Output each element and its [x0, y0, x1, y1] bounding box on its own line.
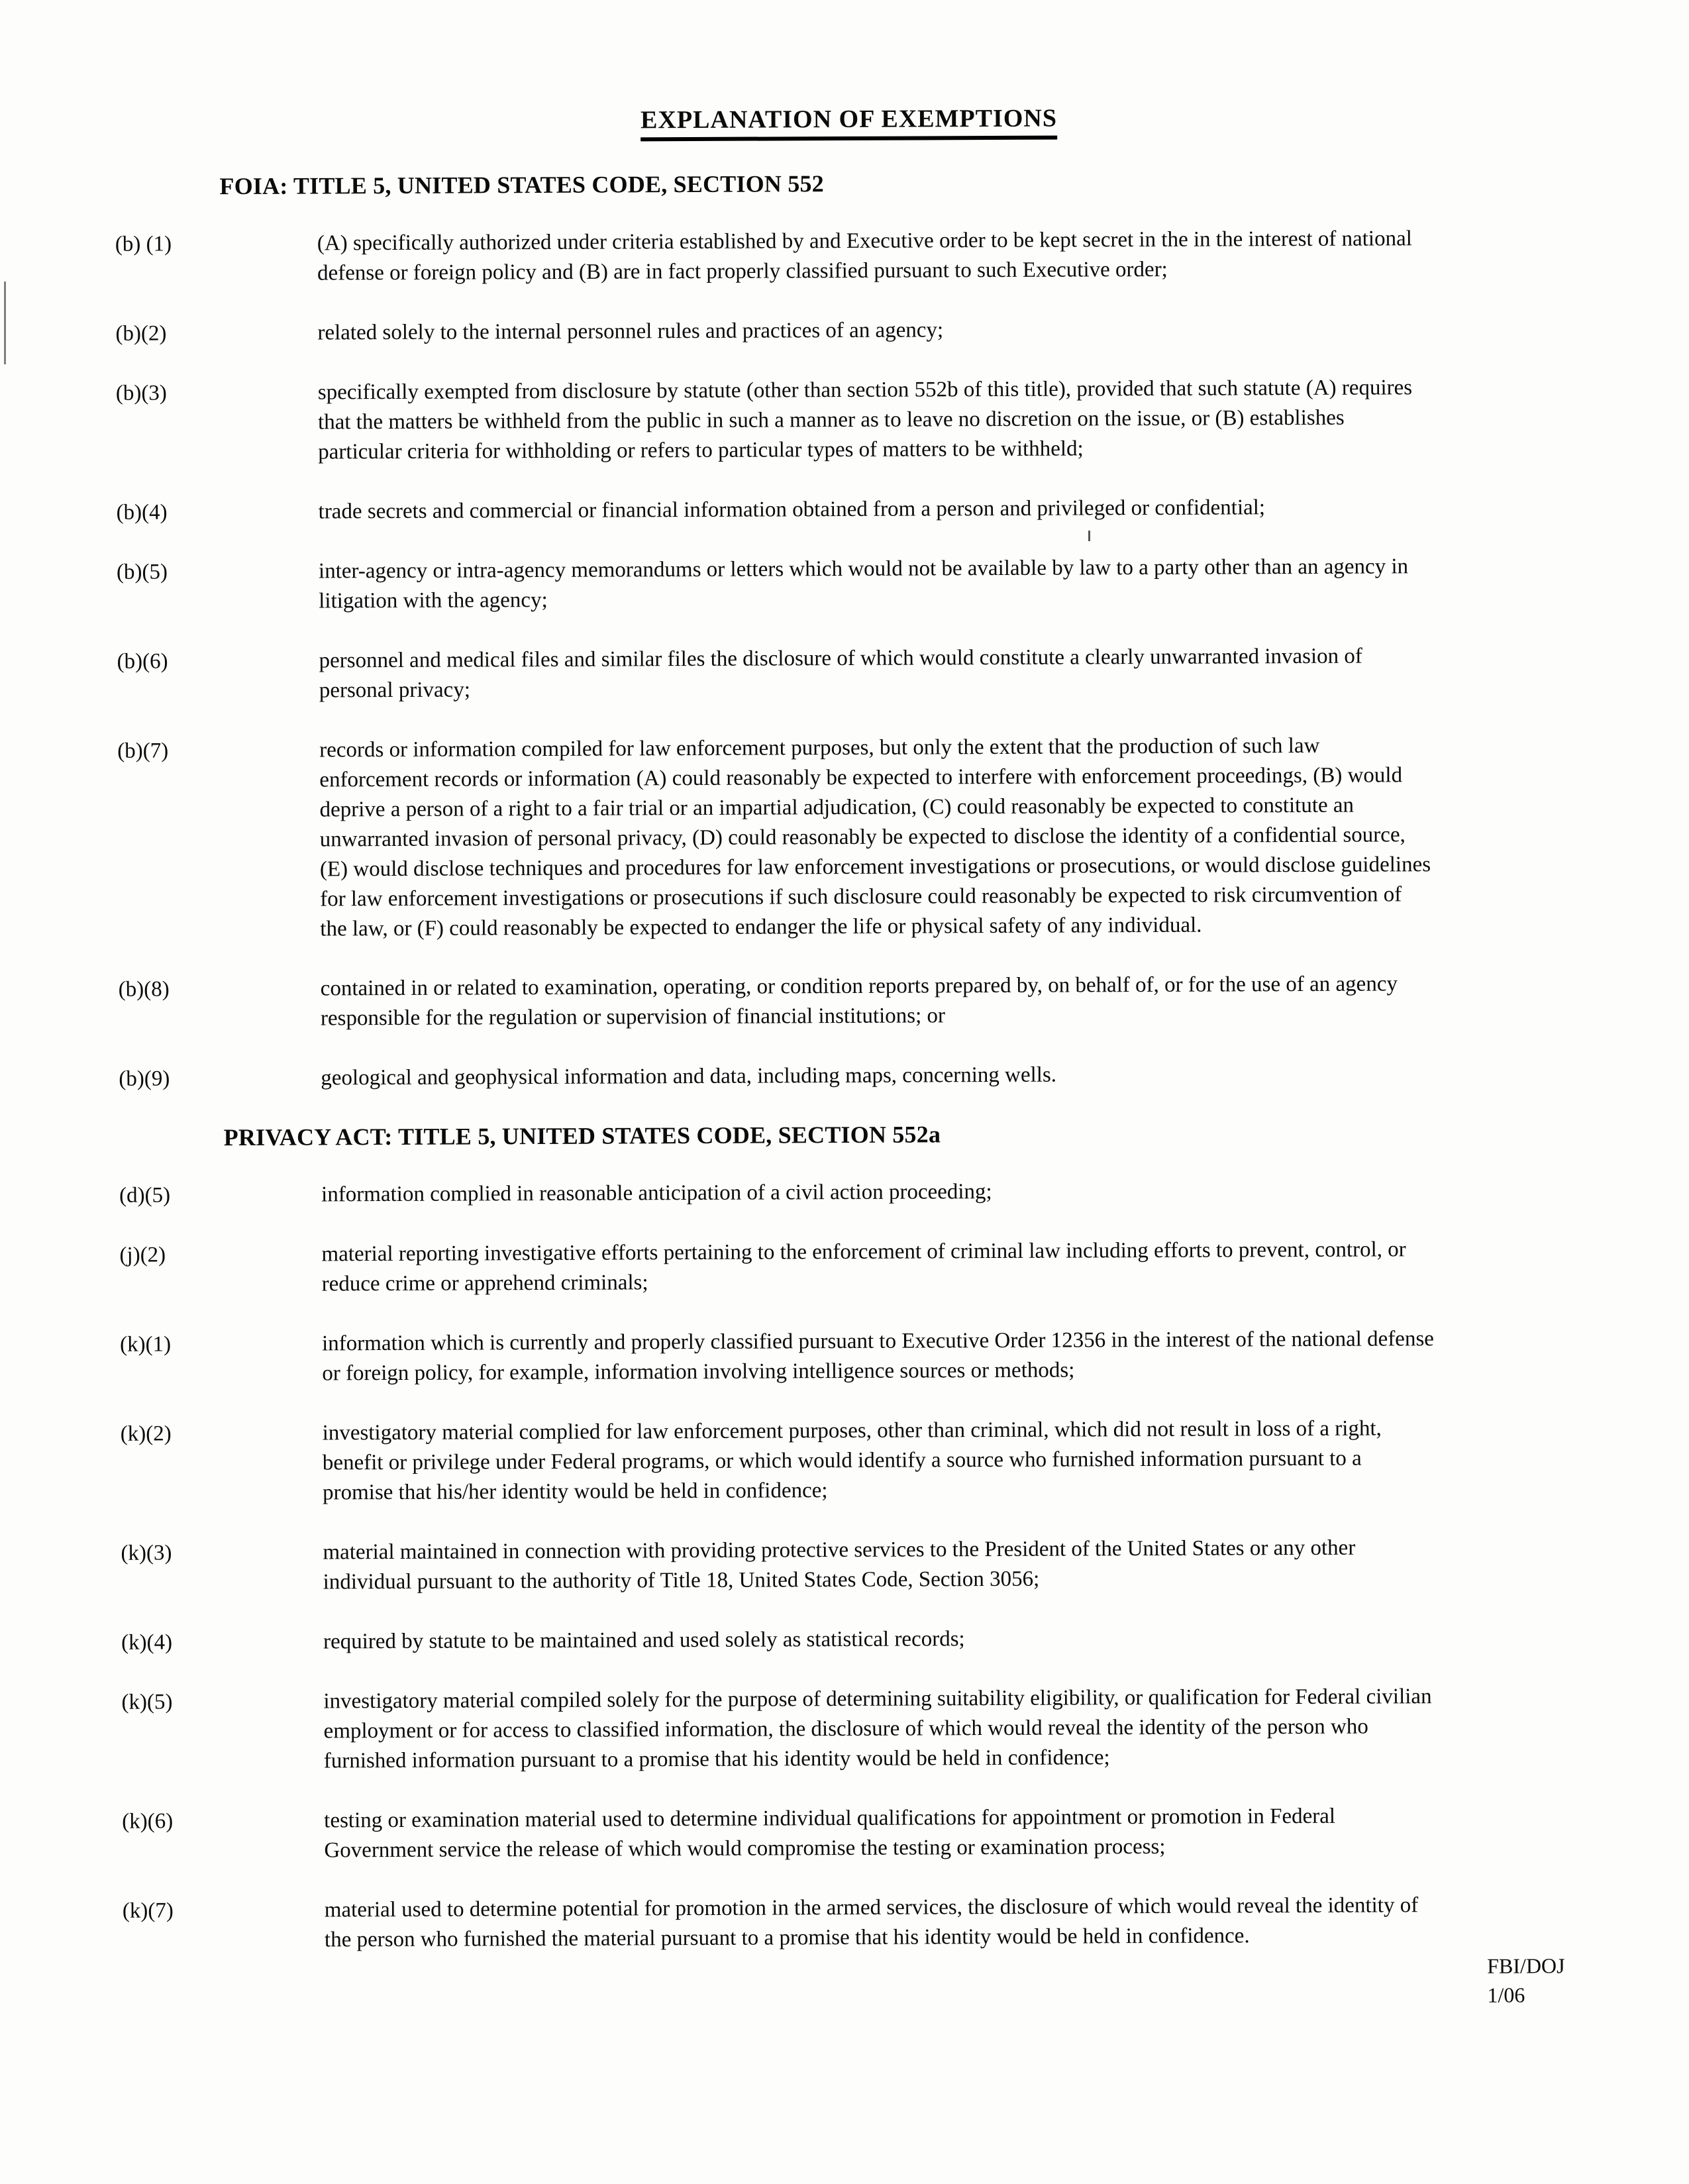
page-title: EXPLANATION OF EXEMPTIONS — [640, 104, 1057, 142]
exemption-text: trade secrets and commercial or financial information obtained from a person and privileged or confidential; — [318, 495, 1266, 524]
exemption-text: material used to determine potential for promotion in the armed services, the disclosure of which would reveal the identity of the person who furnished the material pursuant to a promise that his identity would be held in confidence. — [324, 1893, 1419, 1952]
exemption-row-j2 — [119, 1234, 1604, 1300]
title-wrap — [115, 101, 1583, 144]
exemption-code: (k)(4) — [121, 1630, 173, 1655]
exemption-text: specifically exempted from disclosure by statute (other than section 552b of this title), provided that such statute (A) requires that the matters be withheld from the public in such a manner as to leave no discretion on the issue, or (B) establishes particular criteria for withholding or refers to particular types of matters to be withheld; — [317, 376, 1413, 464]
footer-form-id — [1487, 1951, 1565, 2010]
exemption-code: (k)(2) — [120, 1422, 172, 1446]
exemption-text: geological and geophysical information and data, including maps, concerning wells. — [321, 1063, 1057, 1090]
exemption-row-k7 — [123, 1890, 1608, 1956]
exemption-code: (k)(5) — [121, 1690, 173, 1714]
exemption-row-k6 — [122, 1800, 1607, 1867]
exemption-row-b4 — [117, 492, 1602, 528]
exemption-row-k4 — [121, 1622, 1606, 1658]
exemption-text: material reporting investigative efforts pertaining to the enforcement of criminal law including efforts to prevent, control, or reduce crime or apprehend criminals; — [321, 1237, 1406, 1296]
exemption-row-b3 — [116, 372, 1602, 468]
exemption-row-k3 — [121, 1532, 1606, 1598]
exemption-code: (k)(3) — [121, 1541, 172, 1565]
exemption-row-k5 — [121, 1681, 1607, 1777]
exemption-text: contained in or related to examination, operating, or condition reports prepared by, on behalf of, or for the use of an agency responsible for the regulation or supervision of financial institutions; or — [320, 972, 1398, 1031]
exemption-text: personnel and medical files and similar files the disclosure of which would constitute a clearly unwarranted invasion of personal privacy; — [319, 644, 1362, 703]
footer-date: 1/06 — [1487, 1983, 1525, 2007]
exemption-text: inter-agency or intra-agency memorandums or letters which would not be available by law to a party other than an agency in litigation with the agency; — [318, 554, 1409, 613]
exemption-code: (b)(4) — [116, 500, 168, 525]
exemption-row-b2 — [115, 313, 1600, 349]
footer-agency: FBI/DOJ — [1487, 1953, 1565, 1978]
exemption-text: related solely to the internal personnel rules and practices of an agency; — [317, 318, 944, 345]
exemption-code: (d)(5) — [119, 1183, 171, 1208]
exemption-row-b1 — [115, 223, 1600, 289]
exemption-row-b9 — [119, 1058, 1604, 1094]
exemption-text: records or information compiled for law enforcement purposes, but only the extent that the production of such law enforcement records or information (A) could reasonably be expected to interfere with enforcement proceedings, (B) would deprive a person of a right to a fair trial or an impartial adjudication, (C) could reasonably be expected to constitute an unwarranted invasion of personal privacy, (D) could reasonably be expected to disclose the identity of a confidential source, (E) would disclose techniques and procedures for law enforcement investigations or prosecutions, or would disclose guidelines for law enforcement investigations or prosecutions if such disclosure could reasonably be expected to risk circumvention of the law, or (F) could reasonably be expected to endanger the life or physical safety of any individual. — [319, 733, 1431, 941]
section-heading-foia: FOIA: TITLE 5, UNITED STATES CODE, SECTION 552 — [219, 170, 824, 200]
exemption-row-d5 — [119, 1174, 1604, 1211]
exemption-row-b5 — [117, 551, 1602, 617]
exemption-text: required by statute to be maintained and used solely as statistical records; — [323, 1627, 965, 1654]
exemption-text: (A) specifically authorized under criteria established by and Executive order to be kept secret in the in the interest of national defense or foreign policy and (B) are in fact properly classified pursuant to such Executive order; — [317, 227, 1412, 286]
exemption-text: material maintained in connection with providing protective services to the President of the United States or any other individual pursuant to the authority of Title 18, United States Code, Section 3056; — [323, 1535, 1356, 1594]
exemption-row-k2 — [121, 1413, 1606, 1509]
exemption-row-b7 — [117, 730, 1603, 945]
exemption-code: (b) (1) — [115, 232, 172, 256]
exemption-code: (k)(1) — [120, 1332, 172, 1357]
exemption-code: (b)(7) — [117, 739, 169, 763]
exemption-code: (j)(2) — [119, 1243, 166, 1267]
exemption-code: (b)(9) — [119, 1066, 170, 1091]
exemption-code: (b)(8) — [118, 977, 170, 1002]
exemption-text: investigatory material compiled solely for the purpose of determining suitability eligibility, or qualification for Federal civilian employment or for access to classified information, the disclosure of which would reveal the identity of the person who furnished information pursuant to a promise that his identity would be held in confidence; — [323, 1685, 1432, 1773]
exemption-code: (b)(3) — [115, 381, 167, 405]
exemption-code: (k)(7) — [122, 1898, 174, 1923]
exemption-code: (b)(5) — [116, 560, 168, 584]
exemption-text: information complied in reasonable anticipation of a civil action proceeding; — [321, 1180, 992, 1207]
exemption-text: investigatory material complied for law enforcement purposes, other than criminal, which did not result in loss of a right, benefit or privilege under Federal programs, or which would identify a source who furnished information pursuant to a promise that his/her identity would be held in confidence; — [322, 1416, 1382, 1505]
exemption-code: (b)(2) — [115, 321, 167, 346]
exemption-text: testing or examination material used to determine individual qualifications for appointment or promotion in Federal Government service the release of which would compromise the testing or examination process; — [324, 1804, 1336, 1863]
exemption-code: (b)(6) — [117, 649, 168, 674]
exemption-code: (k)(6) — [122, 1809, 174, 1834]
exemption-row-b6 — [117, 641, 1602, 707]
exemption-row-k1 — [120, 1324, 1605, 1390]
exemption-row-b8 — [119, 968, 1604, 1035]
section-heading-privacy-act: PRIVACY ACT: TITLE 5, UNITED STATES CODE, SECTION 552a — [223, 1121, 941, 1151]
exemption-text: information which is currently and properly classified pursuant to Executive Order 12356 in the interest of the national defense or foreign policy, for example, information involving intelligence sources or methods; — [322, 1327, 1434, 1386]
